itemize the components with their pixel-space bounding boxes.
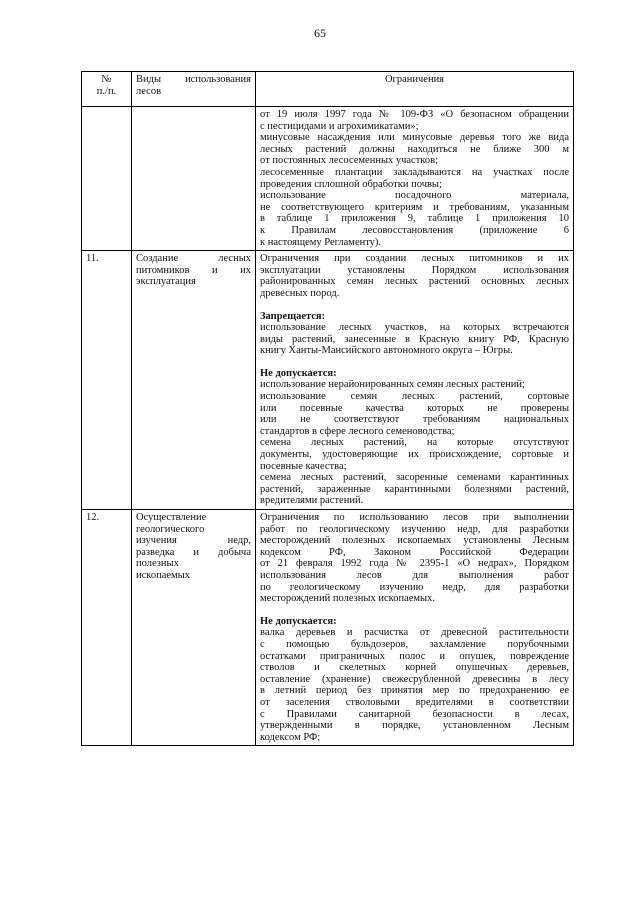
text-line: растений, зараженные карантинными болезнями растений, xyxy=(260,483,569,495)
row-number: 12. xyxy=(82,510,132,746)
restrictions-cell xyxy=(256,251,574,510)
text-line: не соответствующего критериям и требованиям, указанным xyxy=(260,201,569,213)
text-line: утвержденными в порядке, установленном Лесным xyxy=(260,720,569,732)
text-line: в таблице 1 приложения 9, таблице 1 приложения 10 xyxy=(260,213,569,225)
text-line: лесных растений должны находиться не ближе 300 м xyxy=(260,143,569,155)
text-line: семена лесных растений, на которые отсутствуют xyxy=(260,437,569,449)
text-line: по геологическому изучению недр, для разработки xyxy=(260,581,569,593)
text-line: стволов и скелетных корней опушечных деревьев, xyxy=(260,662,569,674)
text-line: виды растений, занесенные в Красную книгу РФ, Красную xyxy=(260,333,569,345)
header-forest-use-type xyxy=(132,72,256,107)
text-line: лесосеменные плантации закладываются на участках после xyxy=(260,166,569,178)
text-line: использования лесов для выполнения работ xyxy=(260,569,569,581)
forest-use-type xyxy=(132,251,256,510)
section-heading: Запрещается: xyxy=(260,310,326,322)
continuation-restrictions-cell xyxy=(256,107,574,251)
text-line: Ограничения по использованию лесов при выполнении xyxy=(260,512,569,523)
text-line: Осуществление xyxy=(136,512,207,523)
text-line: с помощью бульдозеров, захламление порубочными xyxy=(260,638,569,650)
text-line: стандартов в сфере лесного семеноводства; xyxy=(260,425,455,437)
header-kind-line: лесов xyxy=(136,85,162,97)
text-line: геологического xyxy=(136,523,205,535)
header-restrictions: Ограничения xyxy=(256,72,574,107)
table-header-row xyxy=(82,72,574,107)
text-line: месторождений полезных ископаемых установлены Лесным xyxy=(260,535,569,547)
text-line: минусовые насаждения или минусовые деревья того же вида xyxy=(260,132,569,144)
text-line: кодексом РФ; xyxy=(260,731,321,743)
text-line: разведка и добыча xyxy=(136,546,251,558)
text-line: использование нерайонированных семян лесных растений; xyxy=(260,379,525,391)
text-line: ископаемых xyxy=(136,569,190,581)
text-line: валка деревьев и расчистка от древесной растительности xyxy=(260,627,569,639)
continuation-kind-cell xyxy=(132,107,256,251)
text-line: вредителями растений. xyxy=(260,495,364,507)
text-line: от 21 февраля 1992 года № 2395-1 «О недрах», Порядком xyxy=(260,558,569,570)
text-line: оставление (хранение) свежесрубленной древесины в лесу xyxy=(260,673,569,685)
section-heading: Не допускается: xyxy=(260,615,337,627)
header-number xyxy=(82,72,132,107)
text-line: кодексом РФ, Законом Российской Федерации xyxy=(260,546,569,558)
table-row-12 xyxy=(82,510,574,746)
text-line: эксплуатация xyxy=(136,276,196,288)
forest-use-type xyxy=(132,510,256,746)
text-line: книгу Ханты-Мансийского автономного округа – Югры. xyxy=(260,345,513,357)
text-line: от 19 июля 1997 года № 109-ФЗ «О безопасном обращении xyxy=(260,109,569,120)
text-line: или посевные качества которых не проверены xyxy=(260,402,569,414)
text-line: древесных пород. xyxy=(260,287,340,299)
text-line: от постоянных лесосеменных участков; xyxy=(260,155,439,167)
table-row-continuation xyxy=(82,107,574,251)
text-line: питомников и их xyxy=(136,264,251,276)
header-kind-line: Виды использования xyxy=(136,74,251,85)
text-line: работ по геологическому изучению недр, для разработки xyxy=(260,523,569,535)
row-number: 11. xyxy=(82,251,132,510)
header-number-line: № xyxy=(101,74,112,85)
text-line: посевные качества; xyxy=(260,460,347,472)
text-line: с пестицидами и агрохимикатами»; xyxy=(260,120,419,132)
text-line: семена лесных растений, засоренные семенами карантинных xyxy=(260,472,569,484)
text-line: использование семян лесных растений, сортовые xyxy=(260,391,569,403)
text-line: Создание лесных xyxy=(136,253,251,265)
text-line: к Правилам лесовосстановления (приложение 6 xyxy=(260,224,569,236)
text-line: документы, удостоверяющие их происхождение, сортовые и xyxy=(260,449,569,461)
text-line: месторождений полезных ископаемых. xyxy=(260,593,435,605)
continuation-number-cell xyxy=(82,107,132,251)
text-line: изучения недр, xyxy=(136,535,251,547)
text-line: проведения сплошной обработки почвы; xyxy=(260,178,442,190)
text-line: или не соответствуют требованиям национальных xyxy=(260,414,569,426)
text-line: к настоящему Регламенту). xyxy=(260,236,382,248)
page-number: 65 xyxy=(314,26,326,40)
text-line: остатками приграничных полос и опушек, повреждение xyxy=(260,650,569,662)
text-line: районированных семян лесных растений основных лесных xyxy=(260,276,569,288)
text-line: с Правилами санитарной безопасности в лесах, xyxy=(260,708,569,720)
restrictions-cell xyxy=(256,510,574,746)
table-row-11 xyxy=(82,251,574,510)
text-line: в летний период без принятия мер по предохранению ее xyxy=(260,685,569,697)
header-number-line: п./п. xyxy=(96,85,117,97)
section-heading: Не допускается: xyxy=(260,367,337,379)
text-line: Ограничения при создании лесных питомников и их xyxy=(260,253,569,265)
text-line: от заселения стволовыми вредителями в соответствии xyxy=(260,696,569,708)
restrictions-table xyxy=(81,71,574,746)
text-line: использование посадочного материала, xyxy=(260,190,569,202)
text-line: использование лесных участков, на которых встречаются xyxy=(260,322,569,334)
text-line: эксплуатации установлены Порядком использования xyxy=(260,264,569,276)
text-line: полезных xyxy=(136,558,179,570)
